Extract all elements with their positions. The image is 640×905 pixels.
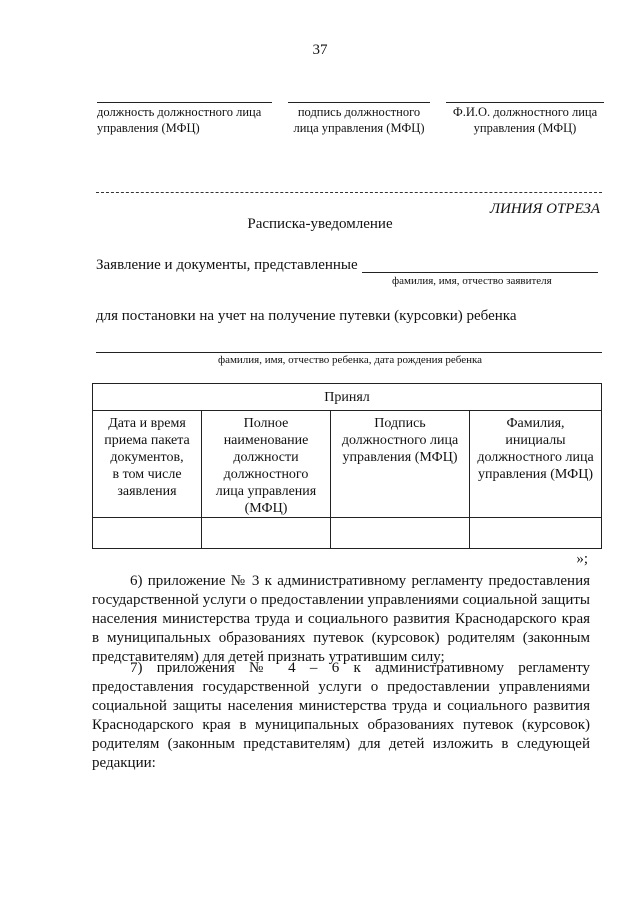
position-signature-field: [97, 102, 272, 136]
cut-line: [96, 192, 602, 193]
column-position: Полное наименование должности должностного лица управления (МФЦ): [202, 411, 331, 518]
signature-caption: подпись должностного лица управления (МФЦ): [293, 105, 425, 135]
applicant-caption: фамилия, имя, отчество заявителя: [392, 275, 552, 287]
table-header-accepted: Принял: [93, 384, 602, 411]
child-fill-line: [96, 352, 602, 353]
paragraph-6: 6) приложение № 3 к административному регламенту предоставления государственной услуги о предоставлении управлениями социальной защиты населения министерства труда и социального развития Краснодарского края в муниципальных образованиях путевок (курсовок) родителям (законным представителям) для детей признать утратившим силу;: [92, 573, 590, 665]
receipt-title: Расписка-уведомление: [247, 216, 393, 232]
column-signature: Подпись должностного лица управления (МФЦ): [331, 411, 470, 518]
empty-cell: [93, 518, 202, 549]
receipt-table: [92, 383, 602, 549]
applicant-label: Заявление и документы, представленные: [96, 257, 358, 273]
position-caption: должность должностного лица управления (МФЦ): [97, 105, 262, 135]
cut-line-label: ЛИНИЯ ОТРЕЗА: [489, 201, 600, 217]
empty-cell: [202, 518, 331, 549]
empty-cell: [331, 518, 470, 549]
empty-cell: [470, 518, 602, 549]
page-number: 37: [312, 42, 328, 58]
signature-line: [288, 102, 430, 103]
name-caption: Ф.И.О. должностного лица управления (МФЦ): [452, 105, 598, 135]
column-date-time: Дата и время приема пакета документов, в том числе заявления: [93, 411, 202, 518]
child-caption: фамилия, имя, отчество ребенка, дата рождения ребенка: [217, 354, 483, 366]
applicant-fill-line: [362, 272, 598, 273]
position-line: [97, 102, 272, 103]
closing-quote: »;: [576, 551, 588, 567]
column-name: Фамилия, инициалы должностного лица управления (МФЦ): [470, 411, 602, 518]
name-line: [446, 102, 604, 103]
purpose-label: для постановки на учет на получение путевки (курсовки) ребенка: [96, 308, 517, 324]
name-signature-field: [446, 102, 604, 136]
signature-field: [288, 102, 430, 136]
paragraph-7: 7) приложения № 4 – 6 к административному регламенту предоставления государственной услуги о предоставлении управлениями социальной защиты населения министерства труда и социального развития Краснодарского края в муниципальных образованиях путевок (курсовок) родителям (законным представителям) для детей изложить в следующей редакции:: [92, 660, 590, 771]
